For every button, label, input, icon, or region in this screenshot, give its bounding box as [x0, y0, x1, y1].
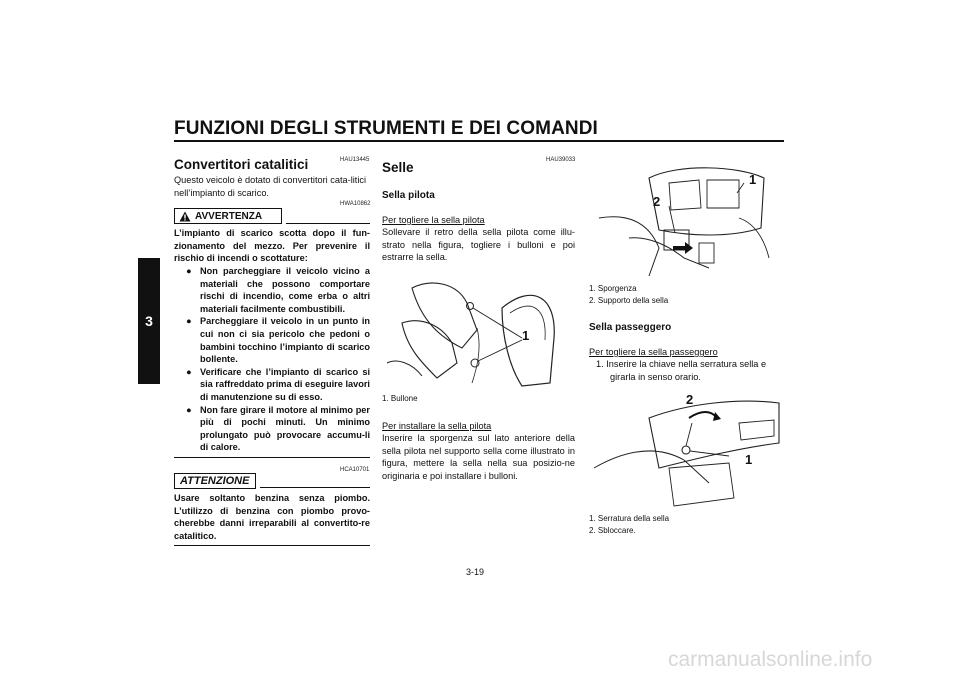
fig3-caption-1: 1. Serratura della sella	[589, 514, 670, 523]
remove-rider-seat-text: Sollevare il retro della sella pilota come illu-strato nella figura, togliere i bulloni e poi estrarre la sella.	[382, 227, 575, 263]
warning-end-rule	[174, 457, 370, 458]
passenger-step-1: 1. Inserire la chiave nella serratura sella e girarla in senso orario.	[596, 359, 767, 382]
section-title-catalytic: Convertitori catalitici	[174, 157, 309, 172]
list-item: ● Verificare che l’impianto di scarico si sia raffreddato prima di eseguire lavori di manutenzione su di esso.	[186, 366, 370, 402]
fig2-callout-2: 2	[653, 194, 661, 209]
fig2-caption-2: 2. Supporto della sella	[589, 296, 669, 305]
list-item: ● Non fare girare il motore al minimo per più di pochi minuti. Un minimo prolungato può provocare accumu-li di calore.	[186, 404, 370, 453]
chapter-tab: 3	[138, 258, 160, 384]
fig3-callout-2: 2	[686, 392, 694, 407]
warning-label: AVVERTENZA	[195, 210, 263, 222]
warning-code: HWA10862	[340, 201, 371, 207]
warning-label-box	[174, 208, 282, 224]
catalytic-intro: Questo veicolo è dotato di convertitori cata-litici nell’impianto di scarico.	[174, 175, 367, 198]
caution-code: HCA10701	[340, 467, 370, 473]
list-item: ● Parcheggiare il veicolo in un punto in cui non ci sia pericolo che pedoni o bambini tocchino l’impianto di scarico bollente.	[186, 316, 370, 365]
warning-text: L’impianto di scarico scotta dopo il fun-zionamento del mezzo. Per prevenire il rischio di incendi o scottature:	[174, 228, 370, 264]
subheading-rider-seat: Sella pilota	[382, 190, 435, 201]
header-rule	[174, 140, 784, 142]
list-item: ● Non parcheggiare il veicolo vicino a materiali che possono comportare rischi di incendio, come erba o altri materiali facilmente combustibili.	[186, 266, 370, 314]
caution-text: Usare soltanto benzina senza piombo. L’utilizzo di benzina con piombo provo-cherebbe danni irreparabili al convertito-re catalitico.	[174, 493, 370, 541]
subheading-passenger-seat: Sella passeggero	[589, 322, 672, 333]
page-number: 3-19	[466, 567, 485, 577]
fig3-caption-2: 2. Sbloccare.	[589, 526, 636, 535]
section-title-seats: Selle	[382, 160, 414, 175]
remove-rider-seat-heading: Per togliere la sella pilota	[382, 215, 485, 225]
section-code: HAU39033	[546, 157, 576, 163]
warning-triangle-icon	[179, 211, 191, 222]
remove-passenger-seat-heading: Per togliere la sella passeggero	[589, 347, 718, 357]
fig3-callout-1: 1	[745, 452, 753, 467]
section-code: HAU13445	[340, 157, 370, 163]
fig1-callout: 1	[522, 328, 530, 343]
warning-block	[174, 208, 370, 224]
watermark: carmanualsonline.info	[668, 648, 873, 671]
install-rider-seat-heading: Per installare la sella pilota	[382, 421, 492, 431]
caution-block	[174, 473, 370, 489]
caution-end-rule	[174, 545, 370, 546]
fig1-caption: 1. Bullone	[382, 394, 418, 403]
install-rider-seat-text: Inserire la sporgenza sul lato anteriore della sella pilota nel supporto sella come illustrato in figura, mettere la sella nella sua posizio-ne originaria e poi installare i bulloni.	[382, 433, 575, 481]
caution-label: ATTENZIONE	[174, 473, 256, 489]
warning-bullets	[186, 265, 370, 454]
fig2-caption-1: 1. Sporgenza	[589, 284, 637, 293]
fig2-callout-1: 1	[749, 172, 757, 187]
rider-seat-bolt-illustration	[382, 268, 575, 390]
page-header-title: FUNZIONI DEGLI STRUMENTI E DEI COMANDI	[174, 118, 598, 139]
